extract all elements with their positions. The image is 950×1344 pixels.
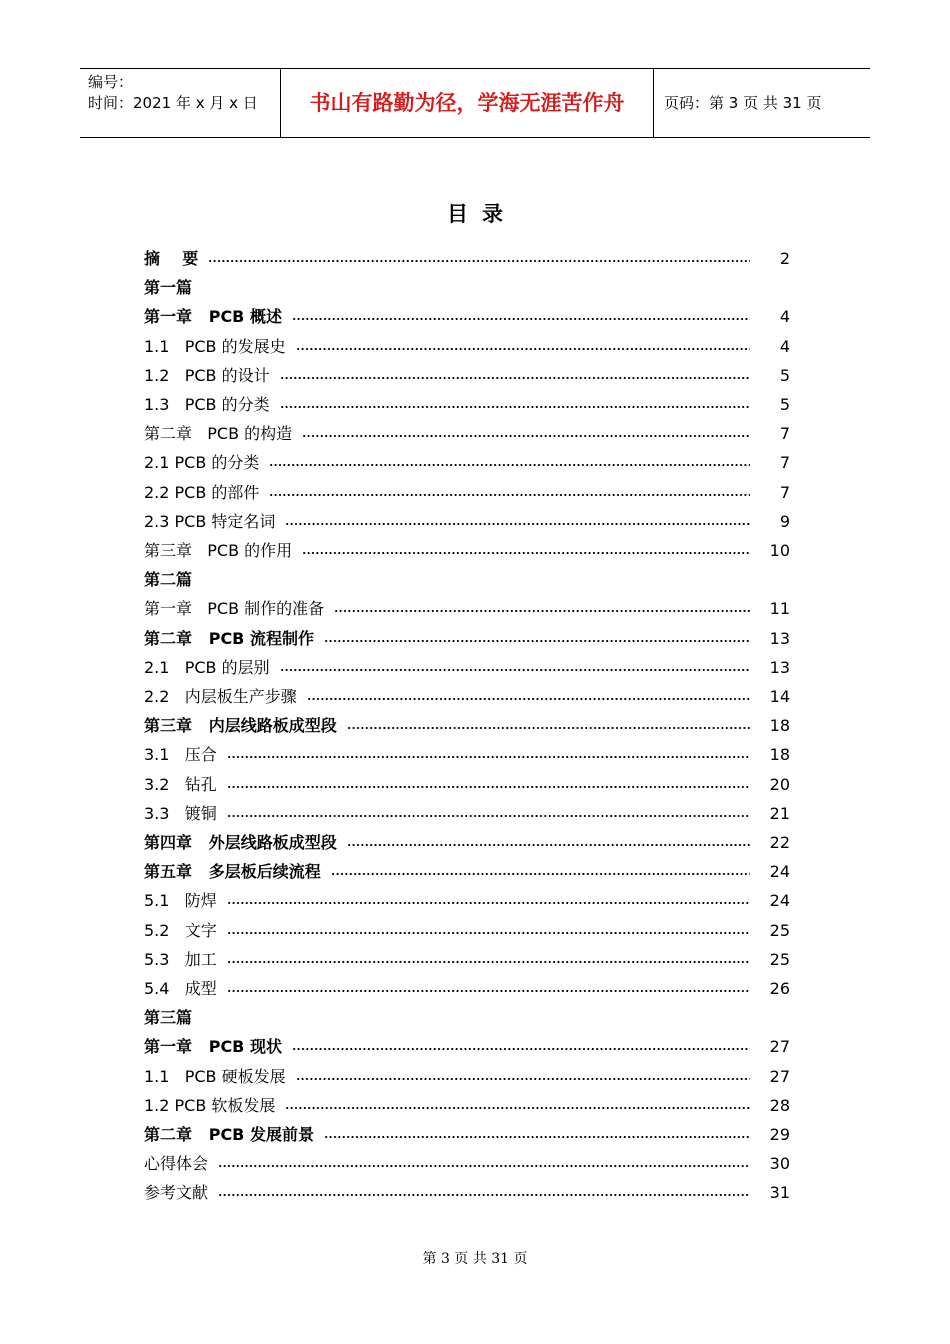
toc-dot-leader bbox=[227, 988, 750, 994]
toc-entry-label: 第三章 内层线路板成型段 bbox=[144, 716, 337, 736]
toc-entry[interactable] bbox=[144, 507, 790, 533]
toc-entry-label: 1.3 PCB 的分类 bbox=[144, 395, 270, 414]
toc-entry[interactable] bbox=[144, 974, 790, 1000]
toc-entry[interactable] bbox=[144, 1032, 790, 1058]
toc-entry-label: 第五章 多层板后续流程 bbox=[144, 862, 321, 882]
toc-entry[interactable] bbox=[144, 244, 790, 270]
toc-dot-leader bbox=[285, 1105, 750, 1111]
toc-dot-leader bbox=[269, 492, 750, 498]
toc-dot-leader bbox=[307, 696, 750, 702]
toc-entry-label: 1.1 PCB 的发展史 bbox=[144, 336, 286, 356]
toc-entry-page-number: 7 bbox=[779, 453, 790, 473]
toc-entry[interactable] bbox=[144, 828, 790, 854]
toc-entry[interactable] bbox=[144, 1120, 790, 1146]
toc-entry-page-number: 13 bbox=[769, 657, 790, 677]
toc-entry[interactable] bbox=[144, 361, 790, 387]
toc-entry-page-number: 27 bbox=[769, 1066, 790, 1086]
toc-entry[interactable] bbox=[144, 448, 790, 474]
toc-entry[interactable] bbox=[144, 1062, 790, 1088]
toc-entry[interactable] bbox=[144, 594, 790, 620]
document-date-label: 时间：2021 年 x 月 x 日 bbox=[88, 94, 258, 112]
toc-entry-label: 参考文献 bbox=[144, 1183, 209, 1203]
toc-dot-leader bbox=[292, 1046, 750, 1052]
toc-dot-leader bbox=[347, 842, 750, 848]
toc-entry-label: 3.1 压合 bbox=[144, 745, 217, 765]
toc-entry-label: 1.1 PCB 硬板发展 bbox=[144, 1066, 286, 1086]
toc-entry[interactable] bbox=[144, 799, 790, 825]
toc-entry-page-number: 4 bbox=[779, 336, 790, 356]
toc-entry-page-number: 27 bbox=[769, 1037, 790, 1057]
toc-entry-label: 2.1 PCB 的层别 bbox=[144, 657, 270, 677]
toc-dot-leader bbox=[302, 550, 750, 556]
toc-entry-page-number: 18 bbox=[769, 745, 790, 765]
toc-entry-label: 第四章 外层线路板成型段 bbox=[144, 833, 337, 852]
toc-entry-label: 2.2 内层板生产步骤 bbox=[144, 687, 297, 706]
toc-entry-page-number: 25 bbox=[769, 949, 790, 969]
toc-entry-page-number: 13 bbox=[769, 628, 790, 648]
toc-dot-leader bbox=[324, 1134, 750, 1140]
toc-dot-leader bbox=[285, 521, 750, 527]
toc-entry-page-number: 31 bbox=[769, 1183, 790, 1203]
toc-dot-leader bbox=[227, 959, 750, 965]
toc-entry[interactable] bbox=[144, 945, 790, 971]
toc-entry-label: 2.2 PCB 的部件 bbox=[144, 482, 260, 502]
toc-entry-label: 第二章 PCB 的构造 bbox=[144, 424, 293, 444]
toc-entry-page-number: 10 bbox=[769, 541, 790, 560]
toc-entry-label: 心得体会 bbox=[144, 1154, 209, 1174]
toc-entry[interactable] bbox=[144, 1091, 790, 1117]
toc-entry[interactable] bbox=[144, 536, 790, 562]
toc-entry-page-number: 2 bbox=[779, 249, 790, 268]
toc-entry[interactable] bbox=[144, 682, 790, 708]
toc-dot-leader bbox=[302, 433, 750, 439]
toc-entry[interactable] bbox=[144, 740, 790, 766]
toc-entry-page-number: 4 bbox=[779, 307, 790, 327]
toc-entry-label: 5.2 文字 bbox=[144, 920, 217, 940]
header-motto: 书山有路勤为径，学海无涯苦作舟 bbox=[281, 69, 654, 137]
toc-dot-leader bbox=[296, 1076, 750, 1082]
toc-entry[interactable] bbox=[144, 302, 790, 328]
toc-entry-label: 1.2 PCB 软板发展 bbox=[144, 1095, 276, 1115]
toc-entry[interactable] bbox=[144, 478, 790, 504]
toc-entry[interactable] bbox=[144, 857, 790, 883]
toc-entry[interactable] bbox=[144, 1149, 790, 1175]
toc-entry-label: 3.2 钻孔 bbox=[144, 774, 217, 794]
toc-entry-label: 1.2 PCB 的设计 bbox=[144, 365, 270, 385]
toc-entry-page-number: 24 bbox=[769, 862, 790, 882]
toc-entry[interactable] bbox=[144, 653, 790, 679]
header-page-code: 页码：第 3 页 共 31 页 bbox=[664, 94, 822, 112]
toc-title: 目录 bbox=[447, 202, 517, 226]
toc-dot-leader bbox=[227, 813, 750, 819]
toc-dot-leader bbox=[334, 608, 750, 614]
toc-entry[interactable] bbox=[144, 711, 790, 737]
toc-dot-leader bbox=[218, 1192, 750, 1198]
toc-dot-leader bbox=[280, 375, 750, 381]
toc-entry[interactable] bbox=[144, 273, 790, 299]
toc-entry[interactable] bbox=[144, 332, 790, 358]
toc-entry-label: 第三章 PCB 的作用 bbox=[144, 541, 293, 560]
toc-entry-label: 2.3 PCB 特定名词 bbox=[144, 511, 276, 531]
toc-dot-leader bbox=[269, 462, 750, 468]
toc-entry-label: 第二篇 bbox=[144, 570, 193, 590]
toc-entry-label: 第一章 PCB 现状 bbox=[144, 1037, 282, 1057]
toc-entry-label: 第一章 PCB 制作的准备 bbox=[144, 599, 325, 619]
toc-entry-page-number: 7 bbox=[779, 424, 790, 444]
toc-entry-label: 第三篇 bbox=[144, 1008, 193, 1028]
toc-entry[interactable] bbox=[144, 565, 790, 591]
toc-entry-label: 第一章 PCB 概述 bbox=[144, 307, 282, 327]
toc-dot-leader bbox=[227, 784, 750, 790]
header-meta-cell bbox=[80, 69, 281, 137]
toc-entry-page-number: 18 bbox=[769, 716, 790, 736]
toc-entry[interactable] bbox=[144, 390, 790, 416]
toc-entry-label: 第二章 PCB 发展前景 bbox=[144, 1125, 314, 1144]
toc-entry-page-number: 9 bbox=[779, 511, 790, 531]
toc-dot-leader bbox=[227, 754, 750, 760]
toc-entry-page-number: 7 bbox=[779, 482, 790, 502]
toc-entry-label: 第二章 PCB 流程制作 bbox=[144, 628, 314, 648]
toc-entry[interactable] bbox=[144, 916, 790, 942]
toc-dot-leader bbox=[218, 1163, 750, 1169]
toc-entry-label: 5.4 成型 bbox=[144, 979, 217, 998]
toc-entry-page-number: 30 bbox=[769, 1154, 790, 1174]
toc-dot-leader bbox=[292, 316, 750, 322]
page-footer: 第 3 页 共 31 页 bbox=[422, 1251, 528, 1267]
toc-dot-leader bbox=[347, 725, 750, 731]
toc-entry-page-number: 28 bbox=[769, 1095, 790, 1115]
toc-entry-page-number: 14 bbox=[769, 687, 790, 706]
toc-entry-page-number: 11 bbox=[769, 599, 790, 619]
toc-entry-page-number: 20 bbox=[769, 774, 790, 794]
toc-entry[interactable] bbox=[144, 624, 790, 650]
toc-dot-leader bbox=[227, 900, 750, 906]
document-number-label: 编号： bbox=[88, 73, 134, 91]
toc-entry[interactable] bbox=[144, 1003, 790, 1029]
toc-entry[interactable] bbox=[144, 419, 790, 445]
toc-entry-page-number: 21 bbox=[769, 803, 790, 823]
toc-entry-label: 2.1 PCB 的分类 bbox=[144, 453, 260, 473]
toc-dot-leader bbox=[296, 346, 750, 352]
toc-entry-page-number: 29 bbox=[769, 1125, 790, 1144]
toc-entry-label: 3.3 镀铜 bbox=[144, 803, 217, 823]
toc-entry-page-number: 25 bbox=[769, 920, 790, 940]
toc-entry[interactable] bbox=[144, 1178, 790, 1204]
page-header bbox=[80, 68, 870, 138]
toc-entry-page-number: 5 bbox=[779, 395, 790, 414]
toc-dot-leader bbox=[280, 404, 750, 410]
toc-entry-page-number: 22 bbox=[769, 833, 790, 852]
toc-dot-leader bbox=[324, 638, 750, 644]
toc-entry[interactable] bbox=[144, 770, 790, 796]
toc-dot-leader bbox=[331, 871, 750, 877]
toc-dot-leader bbox=[280, 667, 750, 673]
toc-dot-leader bbox=[227, 930, 750, 936]
toc-entry-label: 摘 要 bbox=[144, 249, 199, 268]
toc-entry-label: 第一篇 bbox=[144, 278, 193, 298]
toc-entry-label: 5.3 加工 bbox=[144, 949, 217, 969]
toc-dot-leader bbox=[208, 258, 750, 264]
toc-entry-page-number: 5 bbox=[779, 365, 790, 385]
toc-entry-page-number: 24 bbox=[769, 891, 790, 911]
toc-entry-label: 5.1 防焊 bbox=[144, 891, 217, 911]
toc-entry[interactable] bbox=[144, 886, 790, 912]
toc-entry-page-number: 26 bbox=[769, 979, 790, 998]
